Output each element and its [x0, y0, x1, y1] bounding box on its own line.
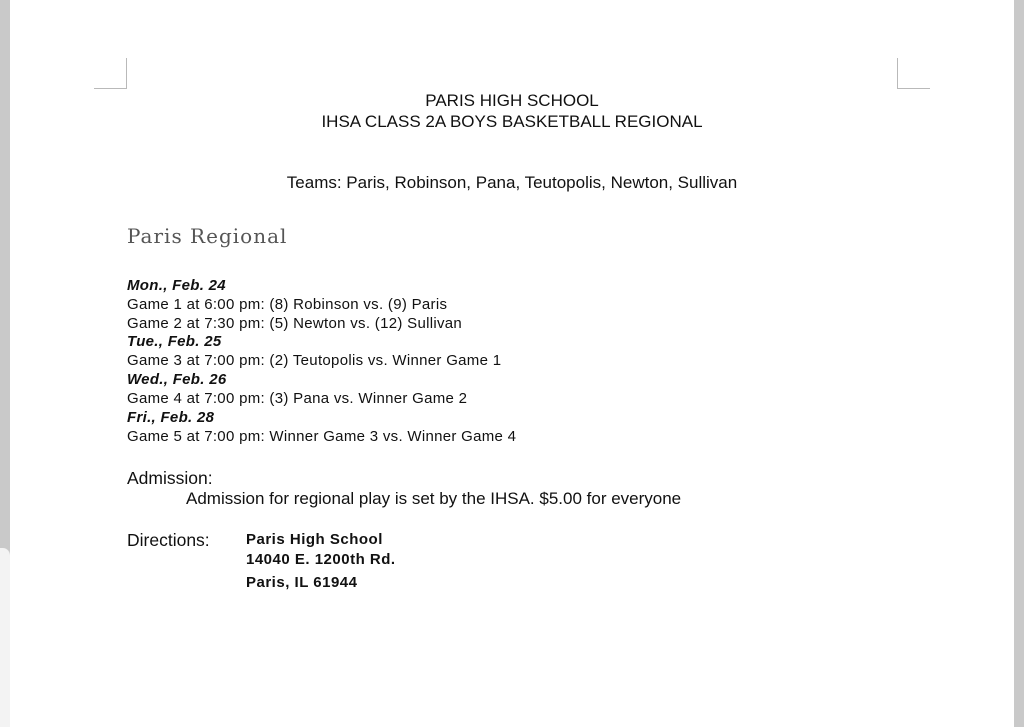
admission-text: Admission for regional play is set by the IHSA. $5.00 for everyone [186, 489, 682, 508]
page-corner-mark-top-right [897, 58, 930, 89]
schedule-day-label: Wed., Feb. 26 [127, 371, 227, 388]
teams-line: Teams: Paris, Robinson, Pana, Teutopolis, Newton, Sullivan [286, 173, 738, 192]
document-page [10, 0, 1014, 727]
directions-label: Directions: [127, 530, 210, 550]
right-window-edge [1014, 0, 1024, 727]
schedule-game: Game 5 at 7:00 pm: Winner Game 3 vs. Winner Game 4 [127, 428, 517, 445]
directions-address-line: Paris High School [246, 531, 383, 548]
directions-address-line: Paris, IL 61944 [246, 574, 358, 591]
schedule-day-label: Mon., Feb. 24 [127, 277, 226, 294]
schedule-game: Game 1 at 6:00 pm: (8) Robinson vs. (9) Paris [127, 296, 448, 313]
heading-school: PARIS HIGH SCHOOL [425, 91, 599, 110]
section-title: Paris Regional [127, 224, 288, 248]
schedule-game: Game 2 at 7:30 pm: (5) Newton vs. (12) Sullivan [127, 315, 463, 332]
page-corner-mark-top-left [94, 58, 127, 89]
schedule-day-label: Fri., Feb. 28 [127, 409, 215, 426]
schedule-game: Game 3 at 7:00 pm: (2) Teutopolis vs. Winner Game 1 [127, 352, 502, 369]
schedule-day-label: Tue., Feb. 25 [127, 333, 222, 350]
admission-label: Admission: [127, 468, 213, 488]
directions-address-line: 14040 E. 1200th Rd. [246, 551, 396, 568]
schedule-game: Game 4 at 7:00 pm: (3) Pana vs. Winner Game 2 [127, 390, 468, 407]
heading-regional: IHSA CLASS 2A BOYS BASKETBALL REGIONAL [321, 112, 703, 131]
